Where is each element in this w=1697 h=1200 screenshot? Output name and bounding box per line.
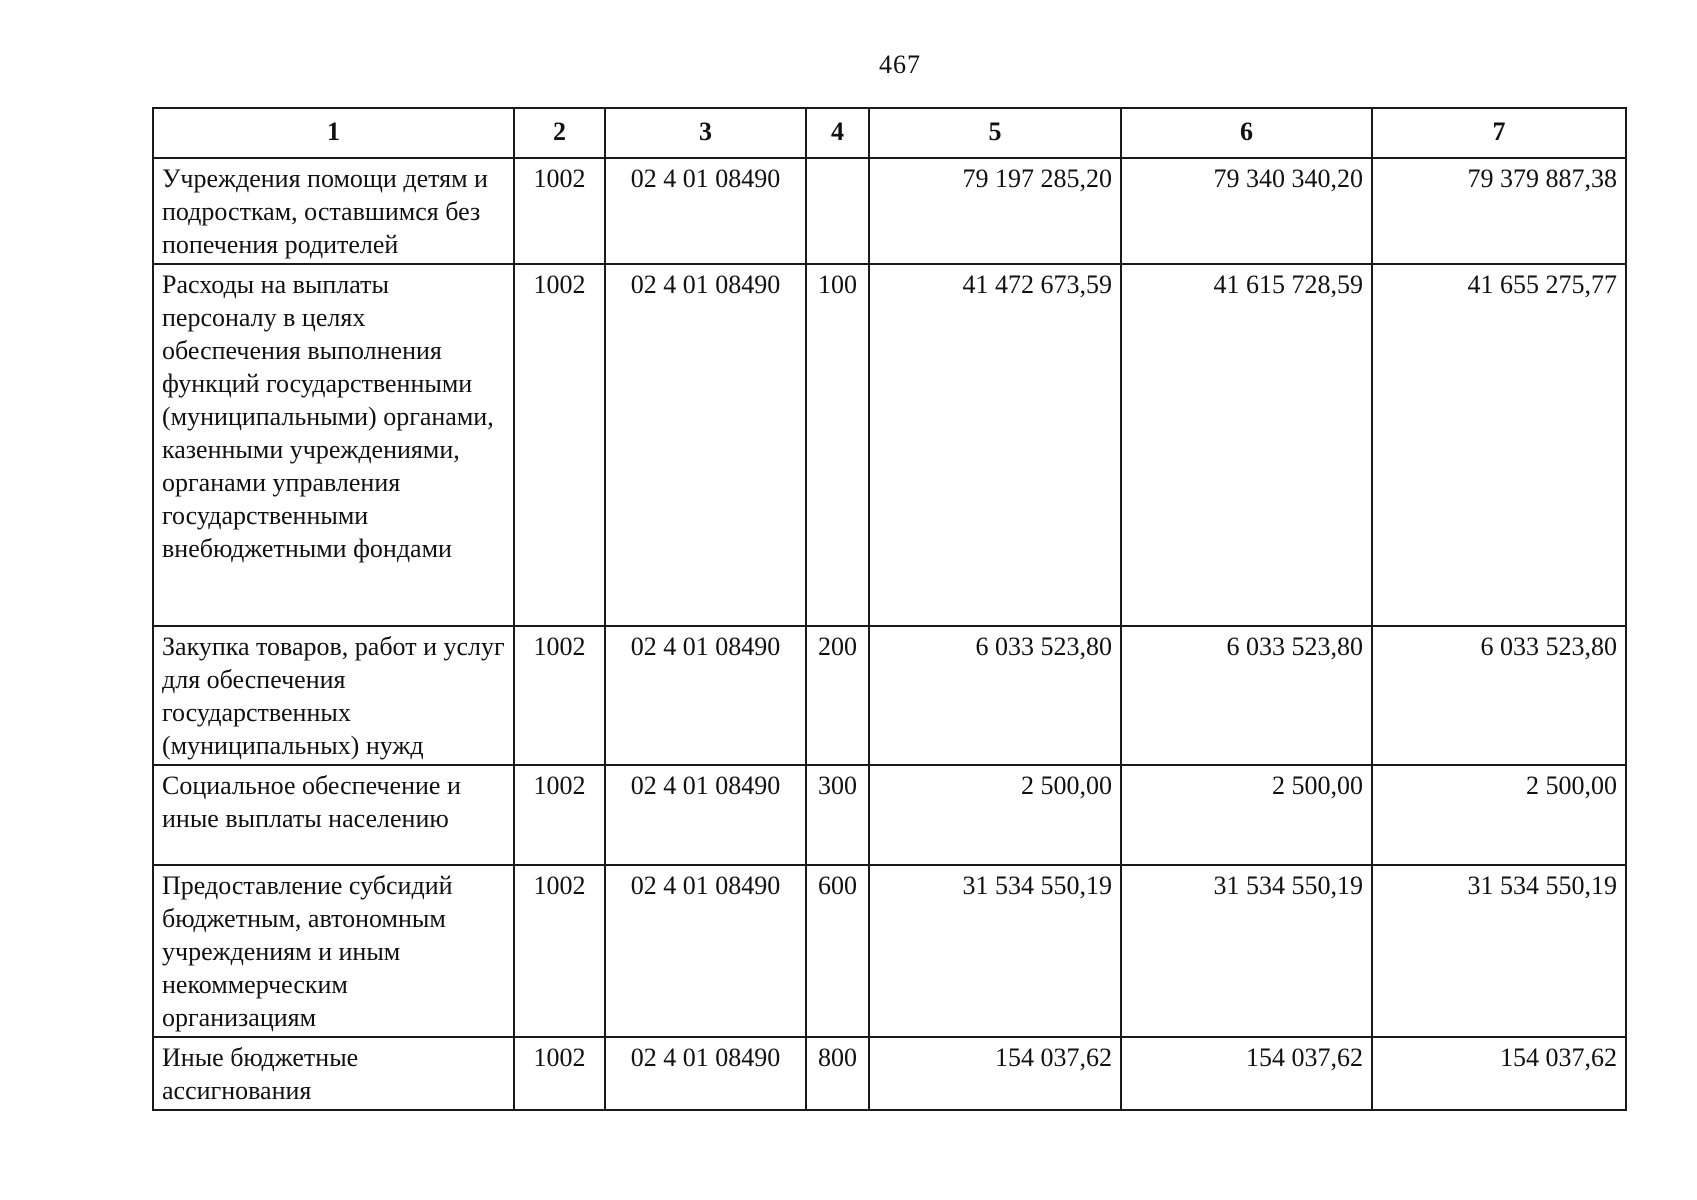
- row-amount-3: 154 037,62: [1372, 1037, 1626, 1110]
- column-header-5: 5: [869, 108, 1121, 158]
- column-header-2: 2: [514, 108, 605, 158]
- column-header-4: 4: [806, 108, 869, 158]
- row-amount-2: 31 534 550,19: [1121, 865, 1372, 1037]
- row-name: Учреждения помощи детям и подросткам, оставшимся без попечения родителей: [153, 158, 514, 264]
- row-section: 1002: [514, 1037, 605, 1110]
- table-row: [153, 765, 1626, 865]
- row-amount-1: 79 197 285,20: [869, 158, 1121, 264]
- column-header-7: 7: [1372, 108, 1626, 158]
- column-header-1: 1: [153, 108, 514, 158]
- column-header-3: 3: [605, 108, 806, 158]
- row-section: 1002: [514, 626, 605, 765]
- row-section: 1002: [514, 765, 605, 865]
- row-expense-type: 800: [806, 1037, 869, 1110]
- row-section: 1002: [514, 865, 605, 1037]
- row-section: 1002: [514, 264, 605, 626]
- row-name: Закупка товаров, работ и услуг для обеспечения государственных (муниципальных) нужд: [153, 626, 514, 765]
- table-row: [153, 626, 1626, 765]
- table-row: [153, 158, 1626, 264]
- row-amount-3: 2 500,00: [1372, 765, 1626, 865]
- header-row: [153, 108, 1626, 158]
- table-row: [153, 264, 1626, 626]
- row-section: 1002: [514, 158, 605, 264]
- row-amount-1: 2 500,00: [869, 765, 1121, 865]
- row-expense-type: 100: [806, 264, 869, 626]
- row-target-article: 02 4 01 08490: [605, 865, 806, 1037]
- budget-table: [152, 107, 1627, 1111]
- row-name: Предоставление субсидий бюджетным, автономным учреждениям и иным некоммерческим организациям: [153, 865, 514, 1037]
- row-amount-2: 2 500,00: [1121, 765, 1372, 865]
- row-amount-2: 6 033 523,80: [1121, 626, 1372, 765]
- row-amount-1: 41 472 673,59: [869, 264, 1121, 626]
- row-amount-3: 6 033 523,80: [1372, 626, 1626, 765]
- row-expense-type: 600: [806, 865, 869, 1037]
- row-target-article: 02 4 01 08490: [605, 765, 806, 865]
- row-amount-1: 31 534 550,19: [869, 865, 1121, 1037]
- row-amount-2: 79 340 340,20: [1121, 158, 1372, 264]
- row-name: Иные бюджетные ассигнования: [153, 1037, 514, 1110]
- table-row: [153, 865, 1626, 1037]
- row-amount-1: 154 037,62: [869, 1037, 1121, 1110]
- row-target-article: 02 4 01 08490: [605, 1037, 806, 1110]
- row-target-article: 02 4 01 08490: [605, 158, 806, 264]
- row-amount-3: 41 655 275,77: [1372, 264, 1626, 626]
- table-row: [153, 1037, 1626, 1110]
- row-target-article: 02 4 01 08490: [605, 264, 806, 626]
- row-expense-type: [806, 158, 869, 264]
- row-amount-2: 154 037,62: [1121, 1037, 1372, 1110]
- row-expense-type: 300: [806, 765, 869, 865]
- row-amount-1: 6 033 523,80: [869, 626, 1121, 765]
- page-number: 467: [879, 50, 921, 79]
- row-name: Расходы на выплаты персоналу в целях обеспечения выполнения функций государственными (муниципальными) органами, казенными учреждениями, органами управления государственными внебюджетными фондами: [153, 264, 514, 626]
- column-header-6: 6: [1121, 108, 1372, 158]
- row-target-article: 02 4 01 08490: [605, 626, 806, 765]
- row-name: Социальное обеспечение и иные выплаты населению: [153, 765, 514, 865]
- row-expense-type: 200: [806, 626, 869, 765]
- row-amount-2: 41 615 728,59: [1121, 264, 1372, 626]
- row-amount-3: 79 379 887,38: [1372, 158, 1626, 264]
- row-amount-3: 31 534 550,19: [1372, 865, 1626, 1037]
